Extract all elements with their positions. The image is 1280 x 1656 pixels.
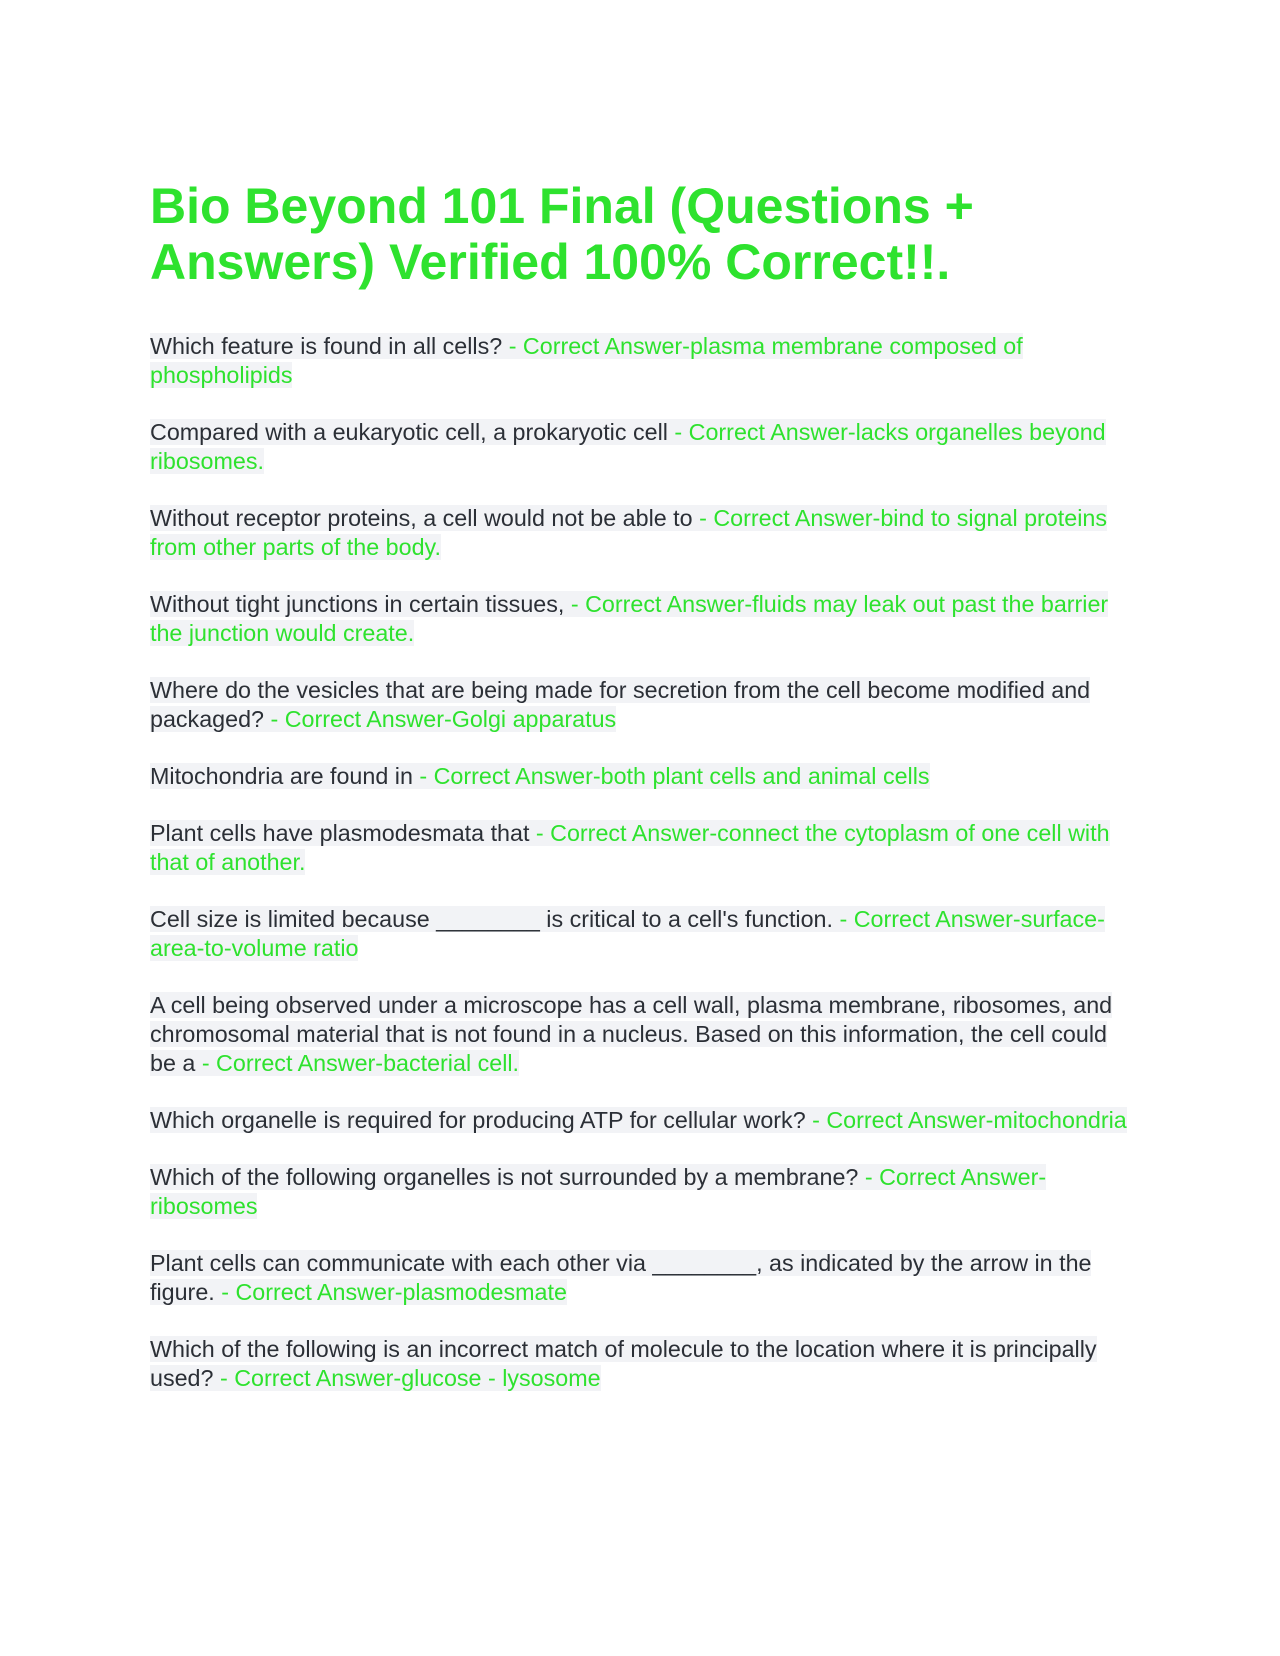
- document-title: Bio Beyond 101 Final (Questions + Answers) Verified 100% Correct!!.: [150, 178, 974, 290]
- qa-item: [150, 991, 1130, 1078]
- qa-item: [150, 504, 1130, 562]
- answer-prefix: - Correct Answer-: [264, 706, 452, 732]
- question-text: A cell being observed under a microscope has a cell wall, plasma membrane, ribosomes, and chromosomal material that is not found in a nucleus. Based on this information, the cell could be a: [150, 992, 1113, 1076]
- qa-item: [150, 1106, 1130, 1135]
- qa-item: [150, 418, 1130, 476]
- qa-item: [150, 905, 1130, 963]
- question-text: Which of the following organelles is not surrounded by a membrane?: [150, 1164, 859, 1190]
- qa-item: [150, 1335, 1130, 1393]
- answer-text: fluids may leak out past the barrier the junction would create.: [150, 591, 1109, 646]
- qa-item: [150, 819, 1130, 877]
- question-text: Cell size is limited because ________ is critical to a cell's function.: [150, 906, 833, 932]
- answer-prefix: - Correct Answer-: [692, 505, 881, 531]
- qa-item: [150, 1163, 1130, 1221]
- question-text: Where do the vesicles that are being made for secretion from the cell become modified and packaged?: [150, 677, 1091, 732]
- question-text: Which of the following is an incorrect match of molecule to the location where it is principally used?: [150, 1336, 1097, 1391]
- question-text: Without tight junctions in certain tissues,: [150, 591, 565, 617]
- question-text: Compared with a eukaryotic cell, a prokaryotic cell: [150, 419, 668, 445]
- answer-prefix: - Correct Answer-: [858, 1164, 1047, 1190]
- answer-text: lacks organelles beyond ribosomes.: [150, 419, 1106, 474]
- answer-prefix: - Correct Answer-: [502, 333, 690, 359]
- answer-text: glucose - lysosome: [401, 1365, 601, 1391]
- document-page: [150, 178, 1130, 1421]
- answer-prefix: - Correct Answer-: [412, 763, 601, 789]
- answer-text: both plant cells and animal cells: [600, 763, 930, 789]
- answer-prefix: - Correct Answer-: [213, 1365, 402, 1391]
- answer-prefix: - Correct Answer-: [214, 1279, 403, 1305]
- answer-text: bacterial cell.: [383, 1050, 520, 1076]
- qa-item: [150, 1249, 1130, 1307]
- question-text: Which organelle is required for producing ATP for cellular work?: [150, 1107, 806, 1133]
- question-text: Without receptor proteins, a cell would not be able to: [150, 505, 693, 531]
- answer-text: bind to signal proteins from other parts of the body.: [150, 505, 1107, 560]
- qa-item: [150, 590, 1130, 648]
- answer-text: Golgi apparatus: [451, 706, 617, 732]
- question-text: Mitochondria are found in: [150, 763, 413, 789]
- qa-item: [150, 676, 1130, 734]
- qa-list: [150, 332, 1130, 1393]
- answer-text: ribosomes: [150, 1193, 258, 1219]
- qa-item: [150, 762, 1130, 791]
- qa-item: [150, 332, 1130, 390]
- answer-text: connect the cytoplasm of one cell with that of another.: [150, 820, 1110, 875]
- question-text: Plant cells have plasmodesmata that: [150, 820, 530, 846]
- answer-prefix: - Correct Answer-: [832, 906, 1021, 932]
- answer-prefix: - Correct Answer-: [805, 1107, 994, 1133]
- question-text: Plant cells can communicate with each other via ________, as indicated by the arrow in the figure.: [150, 1250, 1092, 1305]
- answer-text: mitochondria: [993, 1107, 1127, 1133]
- answer-prefix: - Correct Answer-: [667, 419, 856, 445]
- answer-prefix: - Correct Answer-: [195, 1050, 384, 1076]
- answer-prefix: - Correct Answer-: [564, 591, 753, 617]
- answer-text: plasmodesmate: [402, 1279, 567, 1305]
- answer-text: plasma membrane composed of phospholipids: [150, 333, 1023, 388]
- answer-prefix: - Correct Answer-: [529, 820, 718, 846]
- answer-text: surface-area-to-volume ratio: [150, 906, 1105, 961]
- question-text: Which feature is found in all cells?: [150, 333, 503, 359]
